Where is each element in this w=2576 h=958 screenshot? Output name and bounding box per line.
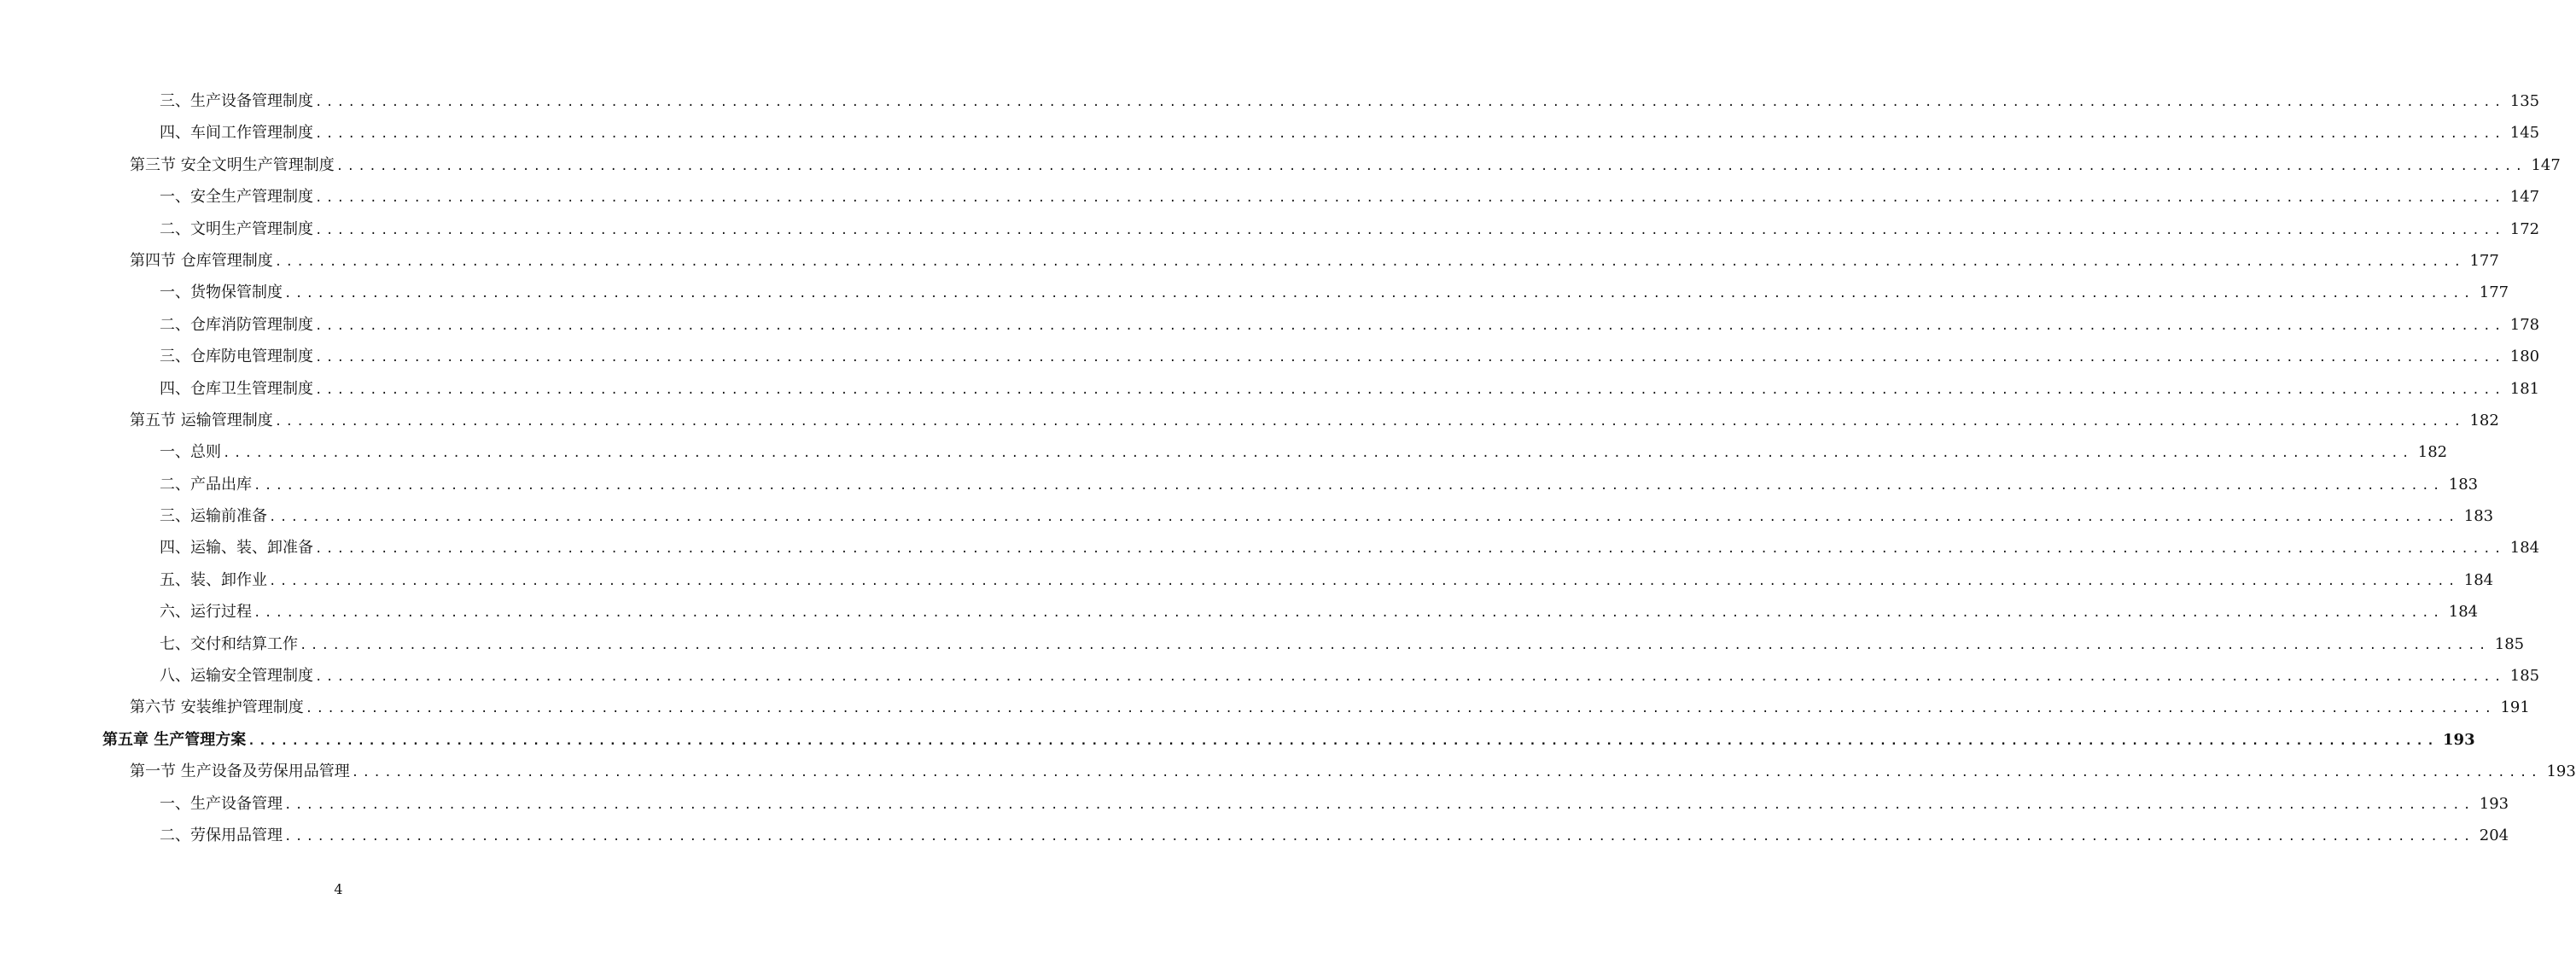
toc-entry[interactable] [0, 405, 2499, 436]
toc-entry-line [160, 469, 2479, 502]
toc-entry-page: 193 [2546, 762, 2576, 781]
toc-entry-title: 二、文明生产管理制度 [160, 219, 313, 238]
toc-entry[interactable] [0, 117, 2540, 149]
toc-entry-title: 一、安全生产管理制度 [160, 188, 313, 207]
toc-entry[interactable] [0, 692, 2530, 723]
toc-entry-page: 182 [2469, 411, 2499, 429]
toc-entry-title: 四、仓库卫生管理制度 [160, 379, 313, 398]
toc-entry-line [160, 628, 2525, 662]
toc-entry-page: 145 [2509, 124, 2540, 143]
toc-entry-title: 第一节 生产设备及劳保用品管理 [130, 762, 350, 781]
toc-entry-title: 一、生产设备管理 [160, 794, 283, 813]
toc-entry-title: 一、总则 [160, 443, 221, 462]
toc-dot-leader: ........................................................................................................................................................................................................ [315, 351, 2505, 365]
toc-dot-leader: ........................................................................................................................................................................................................ [269, 574, 2459, 588]
toc-entry-page: 204 [2479, 826, 2509, 844]
toc-dot-leader: ........................................................................................................................................................................................................ [315, 127, 2505, 142]
toc-entry-page: 193 [2479, 794, 2509, 813]
toc-entry[interactable] [0, 532, 2540, 564]
toc-entry[interactable] [0, 436, 2448, 468]
toc-entry-line [160, 277, 2509, 310]
toc-entry-line [160, 373, 2540, 406]
toc-entry-line [160, 436, 2448, 470]
toc-dot-leader: ........................................................................................................................................................................................................ [223, 447, 2413, 461]
toc-dot-leader: ........................................................................................................................................................................................................ [315, 96, 2505, 109]
toc-dot-leader: ........................................................................................................................................................................................................ [315, 318, 2505, 333]
toc-entry-page: 183 [2448, 475, 2479, 494]
toc-entry-page: 182 [2417, 443, 2448, 462]
toc-entry[interactable] [0, 724, 2475, 756]
toc-entry-page: 177 [2469, 251, 2499, 270]
toc-entry-line [160, 117, 2540, 150]
toc-entry[interactable] [0, 309, 2540, 341]
toc-entry-line [130, 692, 2530, 725]
toc-entry[interactable] [0, 564, 2494, 596]
page-number: 4 [334, 881, 343, 897]
toc-entry-page: 184 [2463, 570, 2494, 589]
toc-entry-line [102, 724, 2475, 757]
toc-entry-title: 二、劳保用品管理 [160, 826, 283, 844]
toc-entry[interactable] [0, 373, 2540, 405]
toc-entry-line [130, 245, 2499, 278]
toc-dot-leader: ........................................................................................................................................................................................................ [315, 383, 2505, 397]
toc-entry-page: 184 [2509, 539, 2540, 558]
toc-entry-line [130, 149, 2561, 183]
toc-dot-leader: ........................................................................................................................................................................................................ [315, 670, 2505, 685]
toc-entry-line [130, 756, 2576, 789]
toc-entry[interactable] [0, 341, 2540, 372]
toc-entry[interactable] [0, 596, 2479, 628]
toc-entry-page: 184 [2448, 603, 2479, 622]
toc-entry-title: 第五节 运输管理制度 [130, 411, 273, 429]
toc-entry-line [160, 820, 2509, 853]
toc-entry-line [160, 564, 2494, 598]
toc-entry-title: 三、仓库防电管理制度 [160, 348, 313, 366]
toc-entry-title: 三、运输前准备 [160, 507, 267, 526]
toc-entry-title: 第四节 仓库管理制度 [130, 251, 273, 270]
toc-dot-leader: ........................................................................................................................................................................................................ [284, 797, 2474, 812]
toc-entry-title: 一、货物保管制度 [160, 283, 283, 302]
table-of-contents [0, 85, 2576, 851]
toc-entry-page: 185 [2509, 667, 2540, 686]
toc-entry-title: 三、生产设备管理制度 [160, 92, 313, 110]
toc-dot-leader: ........................................................................................................................................................................................................ [284, 829, 2474, 844]
toc-entry-page: 147 [2509, 188, 2540, 207]
toc-dot-leader: ........................................................................................................................................................................................................ [248, 733, 2439, 748]
toc-entry[interactable] [0, 213, 2540, 245]
toc-entry-title: 七、交付和结算工作 [160, 634, 298, 653]
toc-entry-line [160, 309, 2540, 342]
toc-entry[interactable] [0, 500, 2494, 532]
toc-entry-title: 二、仓库消防管理制度 [160, 315, 313, 334]
toc-entry-line [160, 596, 2479, 629]
toc-dot-leader: ........................................................................................................................................................................................................ [335, 159, 2526, 173]
toc-entry[interactable] [0, 245, 2499, 277]
toc-dot-leader: ........................................................................................................................................................................................................ [315, 191, 2505, 206]
toc-entry-title: 第六节 安装维护管理制度 [130, 698, 304, 717]
toc-entry-page: 185 [2494, 634, 2525, 653]
toc-dot-leader: ........................................................................................................................................................................................................ [300, 638, 2490, 652]
toc-entry[interactable] [0, 181, 2540, 213]
toc-entry[interactable] [0, 85, 2540, 117]
toc-dot-leader: ........................................................................................................................................................................................................ [269, 511, 2459, 525]
toc-entry-line [160, 788, 2509, 821]
toc-entry-title: 第三节 安全文明生产管理制度 [130, 155, 335, 174]
toc-entry-page: 135 [2509, 92, 2540, 110]
toc-entry-line [160, 341, 2540, 374]
toc-dot-leader: ........................................................................................................................................................................................................ [274, 414, 2465, 429]
toc-dot-leader: ........................................................................................................................................................................................................ [254, 606, 2444, 621]
toc-entry-line [160, 660, 2540, 693]
toc-entry[interactable] [0, 660, 2540, 692]
toc-entry-title: 四、运输、装、卸准备 [160, 539, 313, 558]
toc-entry-line [160, 85, 2540, 119]
toc-entry-line [160, 532, 2540, 565]
toc-dot-leader: ........................................................................................................................................................................................................ [315, 542, 2505, 557]
toc-dot-leader: ........................................................................................................................................................................................................ [305, 702, 2496, 716]
toc-entry-page: 172 [2509, 219, 2540, 238]
toc-entry[interactable] [0, 277, 2509, 308]
toc-entry-page: 180 [2509, 348, 2540, 366]
toc-entry-line [160, 500, 2494, 534]
toc-entry-title: 八、运输安全管理制度 [160, 667, 313, 686]
toc-entry-title: 第五章 生产管理方案 [102, 730, 247, 749]
toc-dot-leader: ........................................................................................................................................................................................................ [315, 223, 2505, 237]
toc-entry[interactable] [0, 788, 2509, 820]
toc-dot-leader: ........................................................................................................................................................................................................ [254, 478, 2444, 493]
toc-entry[interactable] [0, 756, 2576, 787]
toc-entry-title: 五、装、卸作业 [160, 570, 267, 589]
toc-dot-leader: ........................................................................................................................................................................................................ [351, 766, 2542, 780]
toc-entry-page: 178 [2509, 315, 2540, 334]
toc-dot-leader: ........................................................................................................................................................................................................ [274, 254, 2465, 269]
toc-entry-page: 183 [2463, 507, 2494, 526]
toc-entry[interactable] [0, 628, 2525, 660]
toc-entry-line [130, 405, 2499, 438]
toc-entry-title: 四、车间工作管理制度 [160, 124, 313, 143]
toc-entry[interactable] [0, 820, 2509, 851]
toc-dot-leader: ........................................................................................................................................................................................................ [284, 287, 2474, 301]
toc-entry[interactable] [0, 149, 2561, 181]
toc-entry-line [160, 213, 2540, 247]
toc-entry-page: 193 [2443, 730, 2475, 749]
toc-entry-title: 六、运行过程 [160, 603, 252, 622]
toc-entry-line [160, 181, 2540, 214]
toc-entry-page: 147 [2531, 155, 2561, 174]
toc-entry-page: 191 [2500, 698, 2530, 717]
toc-entry[interactable] [0, 469, 2479, 500]
toc-entry-title: 二、产品出库 [160, 475, 252, 494]
toc-entry-page: 177 [2479, 283, 2509, 302]
toc-entry-page: 181 [2509, 379, 2540, 398]
